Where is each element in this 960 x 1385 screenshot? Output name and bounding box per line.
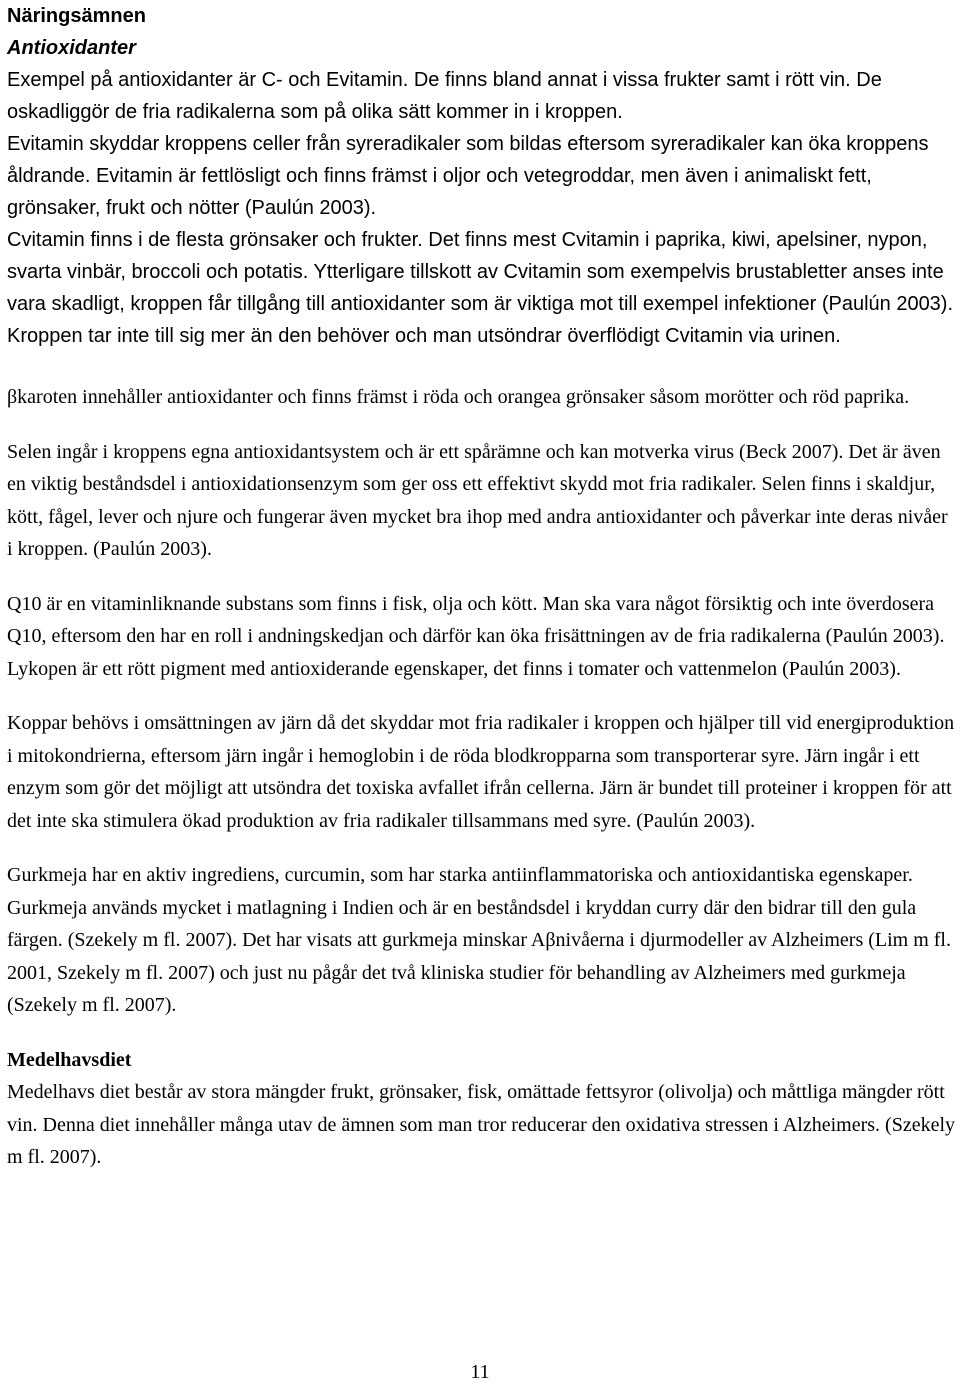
serif-block — [7, 381, 955, 1174]
paragraph-evitamin: Evitamin skyddar kroppens celler från syreradikaler som bildas eftersom syreradikaler kan öka kroppens åldrande. Evitamin är fettlösligt och finns främst i oljor och vetegroddar, men även i animaliskt fett, grönsaker, frukt och nötter (Paulún 2003). — [7, 133, 929, 219]
page-title: Näringsämnen — [7, 5, 146, 27]
paragraph-selen: Selen ingår i kroppens egna antioxidantsystem och är ett spårämne och kan motverka virus (Beck 2007). Det är även en viktig beståndsdel i antioxidationsenzym som ger oss ett effektivt skydd mot fria radikaler. Selen finns i skaldjur, kött, fågel, lever och njure och fungerar även mycket bra ihop med andra antioxidanter och påverkar inte deras nivåer i kroppen. (Paulún 2003). — [7, 440, 948, 560]
section-heading-medelhavsdiet: Medelhavsdiet — [7, 1048, 132, 1071]
paragraph-medelhavsdiet: Medelhavs diet består av stora mängder frukt, grönsaker, fisk, omättade fettsyror (olivolja) och måttliga mängder rött vin. Denna diet innehåller många utav de ämnen som man tror reducerar den oxidativa stressen i Alzheimers. (Szekely m fl. 2007). — [7, 1081, 956, 1168]
paragraph-cvitamin: Cvitamin finns i de flesta grönsaker och frukter. Det finns mest Cvitamin i paprika, kiwi, apelsiner, nypon, svarta vinbär, broccoli och potatis. Ytterligare tillskott av Cvitamin som exempelvis brustabletter anses inte vara skadligt, kroppen får tillgång till antioxidanter som är viktiga mot till exempel infektioner (Paulún 2003). Kroppen tar inte till sig mer än den behöver och man utsöndrar överflödigt Cvitamin via urinen. — [7, 229, 954, 347]
paragraph-q10: Q10 är en vitaminliknande substans som finns i fisk, olja och kött. Man ska vara något försiktig och inte överdosera Q10, eftersom den har en roll i andningskedjan och därför kan öka frisättningen av de fria radikalerna (Paulún 2003). Lykopen är ett rött pigment med antioxiderande egenskaper, det finns i tomater och vattenmelon (Paulún 2003). — [7, 592, 945, 680]
section-subtitle: Antioxidanter — [7, 37, 136, 59]
paragraph-antioxidant-examples: Exempel på antioxidanter är C- och Evitamin. De finns bland annat i vissa frukter samt i rött vin. De oskadliggör de fria radikalerna som på olika sätt kommer in i kroppen. — [7, 69, 882, 123]
page-number: 11 — [470, 1361, 490, 1383]
paragraph-koppar: Koppar behövs i omsättningen av järn då det skyddar mot fria radikaler i kroppen och hjälper till vid energiproduktion i mitokondrierna, eftersom järn ingår i hemoglobin i de röda blodkropparna som transporterar syre. Järn ingår i ett enzym som gör det möjligt att utsöndra det toxiska avfallet ifrån cellerna. Järn är bundet till proteiner i kroppen för att det inte ska stimulera ökad produktion av fria radikaler tillsammans med syre. (Paulún 2003). — [7, 712, 955, 832]
sans-block — [7, 0, 955, 352]
paragraph-gurkmeja: Gurkmeja har en aktiv ingrediens, curcumin, som har starka antiinflammatoriska och antioxidantiska egenskaper. Gurkmeja används mycket i matlagning i Indien och är en beståndsdel i kryddan curry där den bidrar till den gula färgen. (Szekely m fl. 2007). Det har visats att gurkmeja minskar Aβnivåerna i djurmodeller av Alzheimers (Lim m fl. 2001, Szekely m fl. 2007) och just nu pågår det två kliniska studier för behandling av Alzheimers med gurkmeja (Szekely m fl. 2007). — [7, 864, 951, 1016]
paragraph-betakaroten: βkaroten innehåller antioxidanter och finns främst i röda och orangea grönsaker såsom morötter och röd paprika. — [7, 386, 910, 408]
